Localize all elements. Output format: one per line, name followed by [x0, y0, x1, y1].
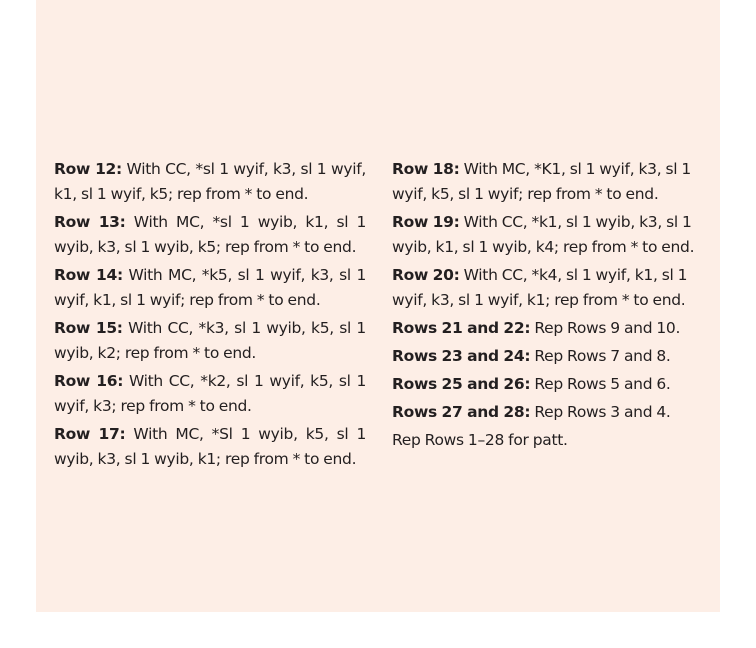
- pattern-row-19: [392, 210, 708, 260]
- row-label: Row 12:: [54, 160, 122, 178]
- row-label: Rows 27 and 28:: [392, 403, 531, 421]
- repeat-note: Rep Rows 1–28 for patt.: [392, 431, 568, 449]
- row-instruction: With CC, *k4, sl 1 wyif, k1, sl 1 wyif, k3, sl 1 wyif, k1; rep from * to end.: [392, 266, 688, 309]
- pattern-rows-27-28: [392, 400, 708, 425]
- row-instruction: Rep Rows 9 and 10.: [530, 319, 681, 337]
- row-instruction: Rep Rows 5 and 6.: [530, 375, 671, 393]
- row-instruction: Rep Rows 3 and 4.: [530, 403, 671, 421]
- row-instruction: With MC, *Sl 1 wyib, k5, sl 1 wyib, k3, sl 1 wyib, k1; rep from * to end.: [54, 425, 367, 468]
- pattern-row-13: [54, 210, 366, 260]
- pattern-row-16: [54, 369, 366, 419]
- pattern-rows-21-22: [392, 316, 708, 341]
- pattern-row-17: [54, 422, 366, 472]
- row-instruction: With CC, *k1, sl 1 wyib, k3, sl 1 wyib, k1, sl 1 wyib, k4; rep from * to end.: [392, 213, 695, 256]
- pattern-rows-23-24: [392, 344, 708, 369]
- row-instruction: With MC, *K1, sl 1 wyif, k3, sl 1 wyif, k5, sl 1 wyif; rep from * to end.: [392, 160, 691, 203]
- row-label: Rows 21 and 22:: [392, 319, 531, 337]
- pattern-row-18: [392, 157, 708, 207]
- row-instruction: Rep Rows 7 and 8.: [530, 347, 671, 365]
- pattern-row-20: [392, 263, 708, 313]
- right-column: [392, 157, 708, 456]
- row-label: Row 14:: [54, 266, 123, 284]
- row-label: Row 19:: [392, 213, 460, 231]
- left-column: [54, 157, 366, 475]
- row-label: Rows 23 and 24:: [392, 347, 531, 365]
- pattern-row-12: [54, 157, 366, 207]
- row-instruction: With MC, *k5, sl 1 wyif, k3, sl 1 wyif, k1, sl 1 wyif; rep from * to end.: [54, 266, 367, 309]
- row-label: Row 17:: [54, 425, 126, 443]
- row-instruction: With CC, *k3, sl 1 wyib, k5, sl 1 wyib, k2; rep from * to end.: [54, 319, 366, 362]
- row-instruction: With MC, *sl 1 wyib, k1, sl 1 wyib, k3, sl 1 wyib, k5; rep from * to end.: [54, 213, 367, 256]
- row-label: Row 18:: [392, 160, 460, 178]
- row-label: Rows 25 and 26:: [392, 375, 531, 393]
- pattern-rows-25-26: [392, 372, 708, 397]
- row-label: Row 20:: [392, 266, 460, 284]
- row-instruction: With CC, *k2, sl 1 wyif, k5, sl 1 wyif, k3; rep from * to end.: [54, 372, 367, 415]
- pattern-row-14: [54, 263, 366, 313]
- row-label: Row 15:: [54, 319, 123, 337]
- row-label: Row 13:: [54, 213, 126, 231]
- pattern-row-15: [54, 316, 366, 366]
- row-instruction: With CC, *sl 1 wyif, k3, sl 1 wyif, k1, sl 1 wyif, k5; rep from * to end.: [54, 160, 367, 203]
- row-label: Row 16:: [54, 372, 124, 390]
